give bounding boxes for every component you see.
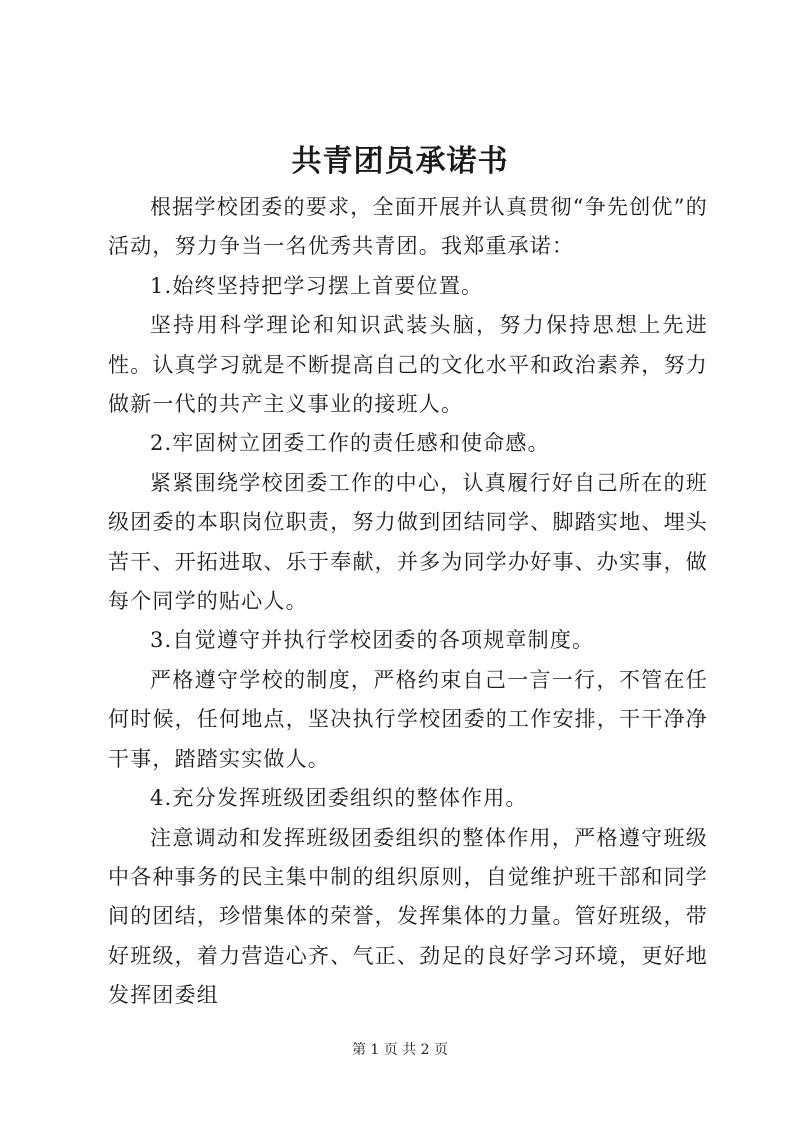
heading-point-2: 2.牢固树立团委工作的责任感和使命感。 bbox=[150, 431, 550, 456]
paragraph-point-3: 严格遵守学校的制度，严格约束自己一言一行，不管在任何时候，任何地点，坚决执行学校团委的工作安排，干干净净干事，踏踏实实做人。 bbox=[108, 667, 708, 771]
page-footer: 第 1 页 共 2 页 bbox=[351, 1042, 449, 1058]
document-title: 共青团员承诺书 bbox=[291, 144, 509, 179]
paragraph-point-1: 坚持用科学理论和知识武装头脑，努力保持思想上先进性。认真学习就是不断提高自己的文化水平和政治素养，努力做新一代的共产主义事业的接班人。 bbox=[108, 313, 708, 417]
heading-point-3: 3.自觉遵守并执行学校团委的各项规章制度。 bbox=[150, 628, 595, 653]
paragraph-point-2: 紧紧围绕学校团委工作的中心，认真履行好自己所在的班级团委的本职岗位职责，努力做到团结同学、脚踏实地、埋头苦干、开拓进取、乐于奉献，并多为同学办好事、办实事，做每个同学的贴心人。 bbox=[108, 470, 708, 614]
heading-point-4: 4.充分发挥班级团委组织的整体作用。 bbox=[150, 786, 528, 811]
document-body bbox=[108, 188, 708, 1016]
paragraph-intro: 根据学校团委的要求，全面开展并认真贯彻“争先创优”的活动，努力争当一名优秀共青团。我郑重承诺： bbox=[108, 195, 708, 259]
heading-point-1: 1.始终坚持把学习摆上首要位置。 bbox=[150, 273, 484, 298]
paragraph-point-4: 注意调动和发挥班级团委组织的整体作用，严格遵守班级中各种事务的民主集中制的组织原则，自觉维护班干部和同学间的团结，珍惜集体的荣誉，发挥集体的力量。管好班级，带好班级，着力营造心齐、气正、劲足的良好学习环境，更好地发挥团委组 bbox=[108, 825, 708, 1008]
